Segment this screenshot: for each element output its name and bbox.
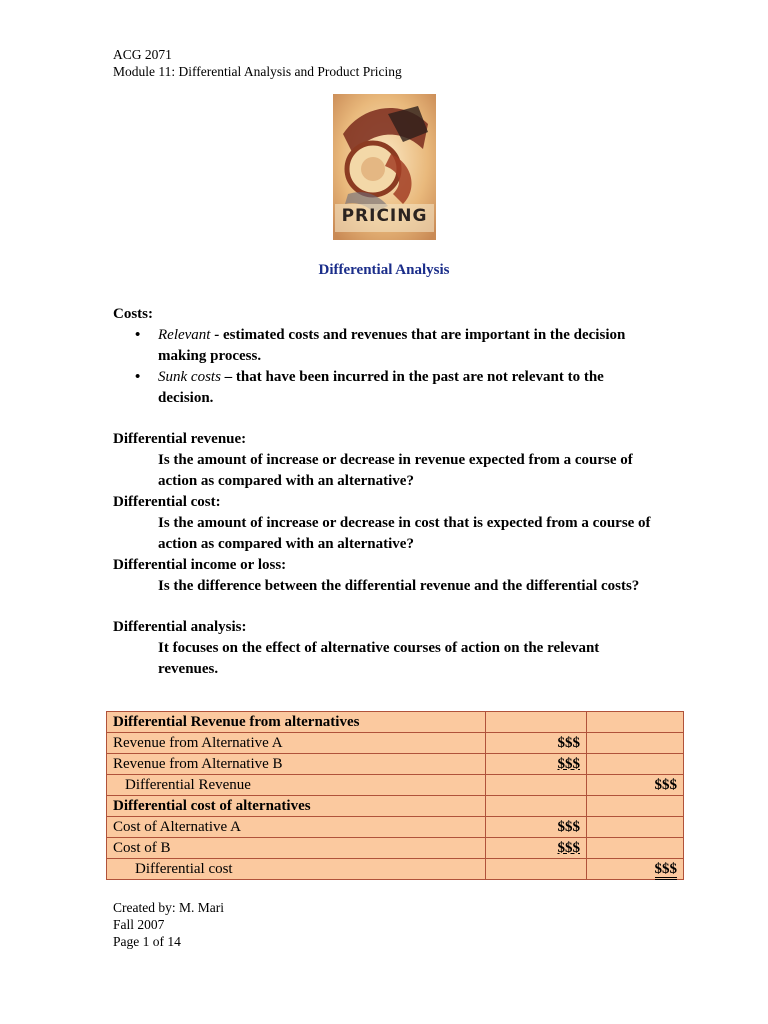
table-row (107, 838, 684, 859)
costs-list (113, 325, 653, 409)
table-cell: $$$ (486, 817, 587, 838)
list-item: • Sunk costs – that have been incurred in the past are not relevant to the decision. (113, 367, 653, 409)
table-cell: Differential Revenue (107, 775, 486, 796)
table-cell (486, 859, 587, 880)
table-cell (486, 775, 587, 796)
page-title: Differential Analysis (318, 262, 450, 278)
pricing-logo-image (333, 94, 436, 240)
table-cell (486, 712, 587, 733)
course-code: ACG 2071 (113, 47, 172, 62)
module-title: Module 11: Differential Analysis and Product Pricing (113, 64, 402, 79)
table-cell: Revenue from Alternative A (107, 733, 486, 754)
definition-text: Is the amount of increase or decrease in cost that is expected from a course of action as compared with an alternative? (158, 515, 651, 552)
table-row (107, 754, 684, 775)
table-row (107, 859, 684, 880)
definition-text: Is the difference between the differential revenue and the differential costs? (158, 578, 640, 594)
table-cell (587, 817, 684, 838)
document-body (113, 304, 653, 680)
table-cell: Cost of Alternative A (107, 817, 486, 838)
table-cell: Differential cost (107, 859, 486, 880)
table-cell: Cost of B (107, 838, 486, 859)
table-row (107, 775, 684, 796)
footer-author: Created by: M. Mari (113, 900, 224, 915)
definition-text: Is the amount of increase or decrease in revenue expected from a course of action as compared with an alternative? (158, 452, 633, 489)
page-footer (113, 899, 224, 950)
double-underlined-value: $$$ (655, 861, 678, 880)
footer-page-number: Page 1 of 14 (113, 934, 181, 949)
table-cell: $$$ (587, 775, 684, 796)
costs-heading: Costs: (113, 306, 153, 322)
table-row (107, 796, 684, 817)
table-cell (486, 838, 587, 859)
table-cell: Differential cost of alternatives (107, 796, 486, 817)
analysis-term: Differential analysis: (113, 619, 247, 635)
table-cell (587, 712, 684, 733)
table-row (107, 733, 684, 754)
underlined-value: $$$ (557, 755, 580, 772)
definition-term: Differential income or loss: (113, 557, 287, 573)
table-cell: Revenue from Alternative B (107, 754, 486, 775)
table-row (107, 817, 684, 838)
table-cell (587, 796, 684, 817)
table-row (107, 712, 684, 733)
page-header (113, 46, 402, 80)
underlined-value: $$$ (557, 839, 580, 856)
table-cell (486, 754, 587, 775)
table-cell: $$$ (486, 733, 587, 754)
differential-table (106, 711, 684, 880)
logo-text: PRICING (341, 206, 428, 226)
definition-term: Differential cost: (113, 494, 221, 510)
table-cell (587, 838, 684, 859)
footer-term: Fall 2007 (113, 917, 165, 932)
table-cell: Differential Revenue from alternatives (107, 712, 486, 733)
table-cell (587, 733, 684, 754)
analysis-text: It focuses on the effect of alternative courses of action on the relevant revenues. (158, 640, 600, 677)
list-item: • Relevant - estimated costs and revenues that are important in the decision making process. (113, 325, 653, 367)
table-cell (587, 859, 684, 880)
table-cell (486, 796, 587, 817)
definition-term: Differential revenue: (113, 431, 247, 447)
table-cell (587, 754, 684, 775)
